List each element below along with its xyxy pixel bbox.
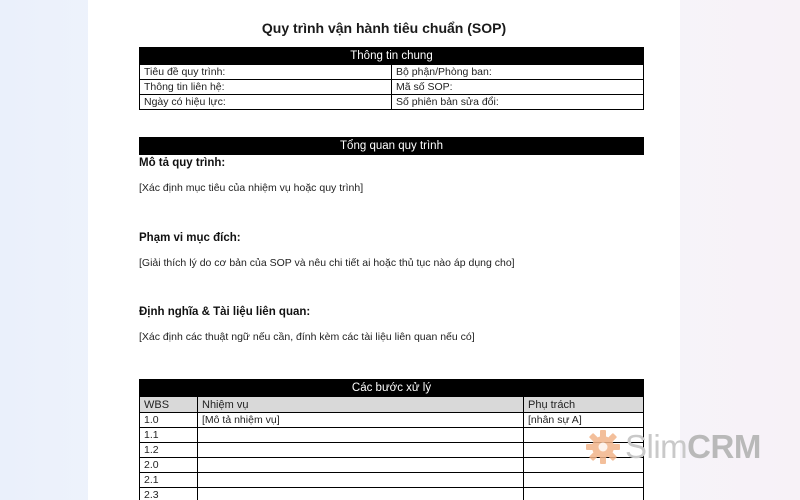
column-header-task: Nhiệm vụ: [198, 397, 524, 413]
table-cell: Mã số SOP:: [392, 80, 644, 95]
gear-icon: [584, 428, 622, 466]
table-cell: [nhân sự A]: [524, 413, 644, 428]
table-cell: 2.0: [140, 458, 198, 473]
document-page: [88, 0, 680, 500]
table-row: [140, 80, 644, 95]
table-cell: Tiêu đề quy trình:: [140, 65, 392, 80]
table-cell: Bộ phận/Phòng ban:: [392, 65, 644, 80]
table-row: [140, 428, 644, 443]
table-cell: [198, 428, 524, 443]
scope-text: [Giải thích lý do cơ bản của SOP và nêu chi tiết ai hoặc thủ tục nào áp dụng cho]: [139, 257, 515, 269]
table-cell: 1.2: [140, 443, 198, 458]
scope-label: Phạm vi mục đích:: [139, 232, 241, 244]
table-row: [140, 413, 644, 428]
table-cell: 1.1: [140, 428, 198, 443]
table-cell: [198, 473, 524, 488]
table-row: [140, 458, 644, 473]
table-cell: [198, 458, 524, 473]
steps-header: Các bước xử lý: [140, 380, 644, 397]
slimcrm-logo: [584, 428, 761, 466]
column-header-wbs: WBS: [140, 397, 198, 413]
general-info-header: Thông tin chung: [140, 48, 644, 65]
table-cell: [524, 488, 644, 500]
description-label: Mô tả quy trình:: [139, 157, 226, 169]
table-row: [140, 95, 644, 110]
document-title: Quy trình vận hành tiêu chuẩn (SOP): [261, 20, 507, 36]
description-text: [Xác định mục tiêu của nhiệm vụ hoặc quy trình]: [139, 182, 364, 194]
table-cell: Ngày có hiệu lực:: [140, 95, 392, 110]
table-cell: [Mô tả nhiệm vụ]: [198, 413, 524, 428]
table-cell: Số phiên bản sửa đổi:: [392, 95, 644, 110]
table-row: [140, 473, 644, 488]
general-info-table: [139, 47, 644, 110]
table-cell: Thông tin liên hệ:: [140, 80, 392, 95]
steps-table: [139, 379, 644, 500]
table-row: [140, 443, 644, 458]
table-cell: [198, 443, 524, 458]
table-cell: [198, 488, 524, 500]
overview-header: Tổng quan quy trình: [139, 137, 644, 155]
table-cell: 2.1: [140, 473, 198, 488]
definitions-text: [Xác định các thuật ngữ nếu cần, đính kèm các tài liệu liên quan nếu có]: [139, 331, 475, 343]
column-header-owner: Phụ trách: [524, 397, 644, 413]
table-row: [140, 488, 644, 500]
table-row: [140, 65, 644, 80]
logo-wordmark: [625, 428, 761, 466]
logo-text-bold: CRM: [687, 428, 761, 465]
table-cell: [524, 473, 644, 488]
table-cell: 1.0: [140, 413, 198, 428]
definitions-label: Định nghĩa & Tài liệu liên quan:: [139, 306, 311, 318]
table-cell: 2.3: [140, 488, 198, 500]
logo-text-light: Slim: [625, 428, 688, 465]
